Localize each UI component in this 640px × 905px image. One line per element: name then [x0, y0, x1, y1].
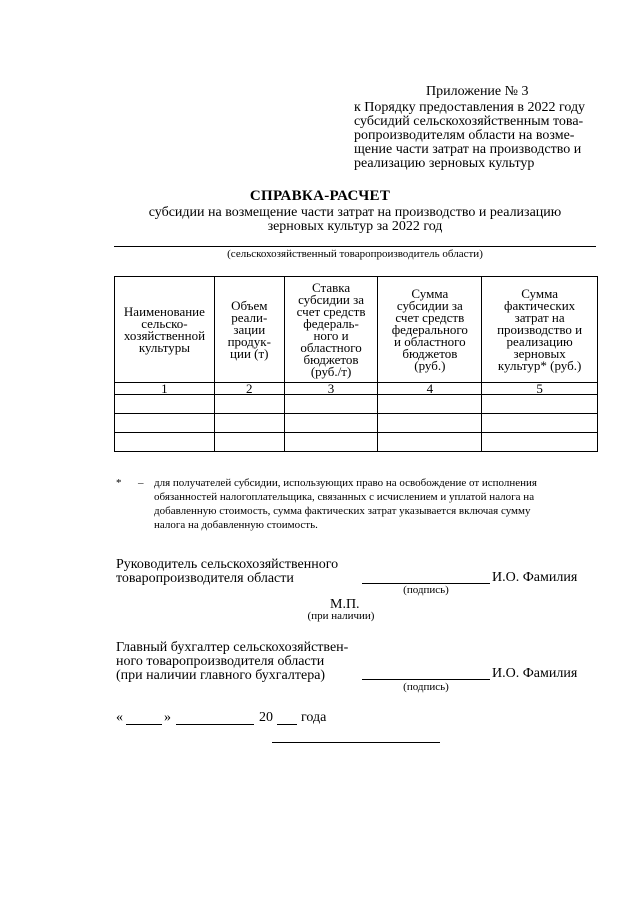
subtitle-line: субсидии на возмещение части затрат на производство и реализацию	[148, 205, 562, 220]
date-suffix: года	[301, 710, 327, 725]
document-title: СПРАВКА-РАСЧЕТ	[249, 188, 391, 204]
column-number: 4	[378, 383, 482, 395]
table-cell[interactable]	[482, 414, 598, 433]
table-cell[interactable]	[214, 414, 284, 433]
footnote-line: обязанностей налогоплательщика, связанных с исчислением и уплатой налога на	[154, 491, 535, 503]
date-month-line[interactable]	[176, 724, 254, 725]
appendix-body	[354, 101, 604, 171]
head-title-line: Руководитель сельскохозяйственного	[116, 557, 339, 572]
table-row	[115, 395, 598, 414]
column-number-row	[115, 383, 598, 395]
producer-hint: (сельскохозяйственный товаропроизводитель области)	[227, 248, 483, 260]
stamp-hint: (при наличии)	[307, 610, 375, 622]
column-number: 2	[214, 383, 284, 395]
document-subtitle	[120, 206, 590, 234]
head-signature-hint: (подпись)	[403, 584, 449, 596]
table-cell[interactable]	[115, 395, 215, 414]
column-number: 1	[115, 383, 215, 395]
table-cell[interactable]	[115, 433, 215, 452]
appendix-title: Приложение № 3	[426, 84, 529, 99]
header-crop-name: Наименование сельско- хозяйственной культуры	[115, 277, 215, 383]
bottom-signature-line[interactable]	[272, 742, 440, 743]
date-open-quote: «	[116, 710, 123, 725]
header-rate: Ставка субсидии за счет средств федераль- ного и областного бюджетов (руб./т)	[284, 277, 378, 383]
stamp-label: М.П.	[330, 597, 360, 612]
table-cell[interactable]	[284, 395, 378, 414]
header-subsidy-amount: Сумма субсидии за счет средств федерального и областного бюджетов (руб.)	[378, 277, 482, 383]
accountant-title-line: (при наличии главного бухгалтера)	[116, 668, 326, 683]
table-cell[interactable]	[214, 433, 284, 452]
header-actual-costs: Сумма фактических затрат на производство и реализацию зерновых культур* (руб.)	[482, 277, 598, 383]
footnote-line: для получателей субсидии, использующих право на освобождение от исполнения	[154, 477, 537, 489]
table-header-row	[115, 277, 598, 383]
footnote-line: добавленную стоимость, сумма фактических затрат указывается включая сумму	[154, 505, 531, 517]
appendix-line: субсидий сельскохозяйственным това-	[354, 114, 584, 129]
table-cell[interactable]	[115, 414, 215, 433]
table-cell[interactable]	[284, 414, 378, 433]
column-number: 3	[284, 383, 378, 395]
footnote-line: налога на добавленную стоимость.	[154, 519, 318, 531]
table-cell[interactable]	[482, 395, 598, 414]
accountant-title-line: ного товаропроизводителя области	[116, 654, 325, 669]
appendix-line: ропроизводителям области на возме-	[354, 128, 575, 143]
appendix-line: к Порядку предоставления в 2022 году	[354, 100, 586, 115]
table-cell[interactable]	[214, 395, 284, 414]
appendix-line: щение части затрат на производство и	[354, 142, 582, 157]
table-cell[interactable]	[378, 414, 482, 433]
head-name: И.О. Фамилия	[492, 570, 578, 585]
appendix-line: реализацию зерновых культур	[354, 156, 535, 171]
producer-fill-line[interactable]	[114, 246, 596, 247]
footnote-dash: –	[138, 477, 144, 489]
subtitle-line: зерновых культур за 2022 год	[267, 219, 443, 234]
accountant-name: И.О. Фамилия	[492, 666, 578, 681]
accountant-title	[116, 641, 348, 683]
table-cell[interactable]	[378, 433, 482, 452]
calculation-table	[114, 276, 598, 452]
table-cell[interactable]	[482, 433, 598, 452]
head-title	[116, 558, 338, 586]
table-row	[115, 433, 598, 452]
column-number: 5	[482, 383, 598, 395]
header-volume: Объем реали- зации продук- ции (т)	[214, 277, 284, 383]
accountant-title-line: Главный бухгалтер сельскохозяйствен-	[116, 640, 349, 655]
accountant-signature-hint: (подпись)	[403, 681, 449, 693]
date-day-line[interactable]	[126, 724, 162, 725]
table-cell[interactable]	[378, 395, 482, 414]
table-cell[interactable]	[284, 433, 378, 452]
footnote-text	[154, 476, 594, 532]
accountant-signature-line[interactable]	[362, 679, 490, 680]
date-year-line[interactable]	[277, 724, 297, 725]
date-century: 20	[259, 710, 273, 725]
table-row	[115, 414, 598, 433]
footnote-mark: *	[116, 477, 122, 489]
head-title-line: товаропроизводителя области	[116, 571, 294, 586]
date-close-quote: »	[164, 710, 171, 725]
